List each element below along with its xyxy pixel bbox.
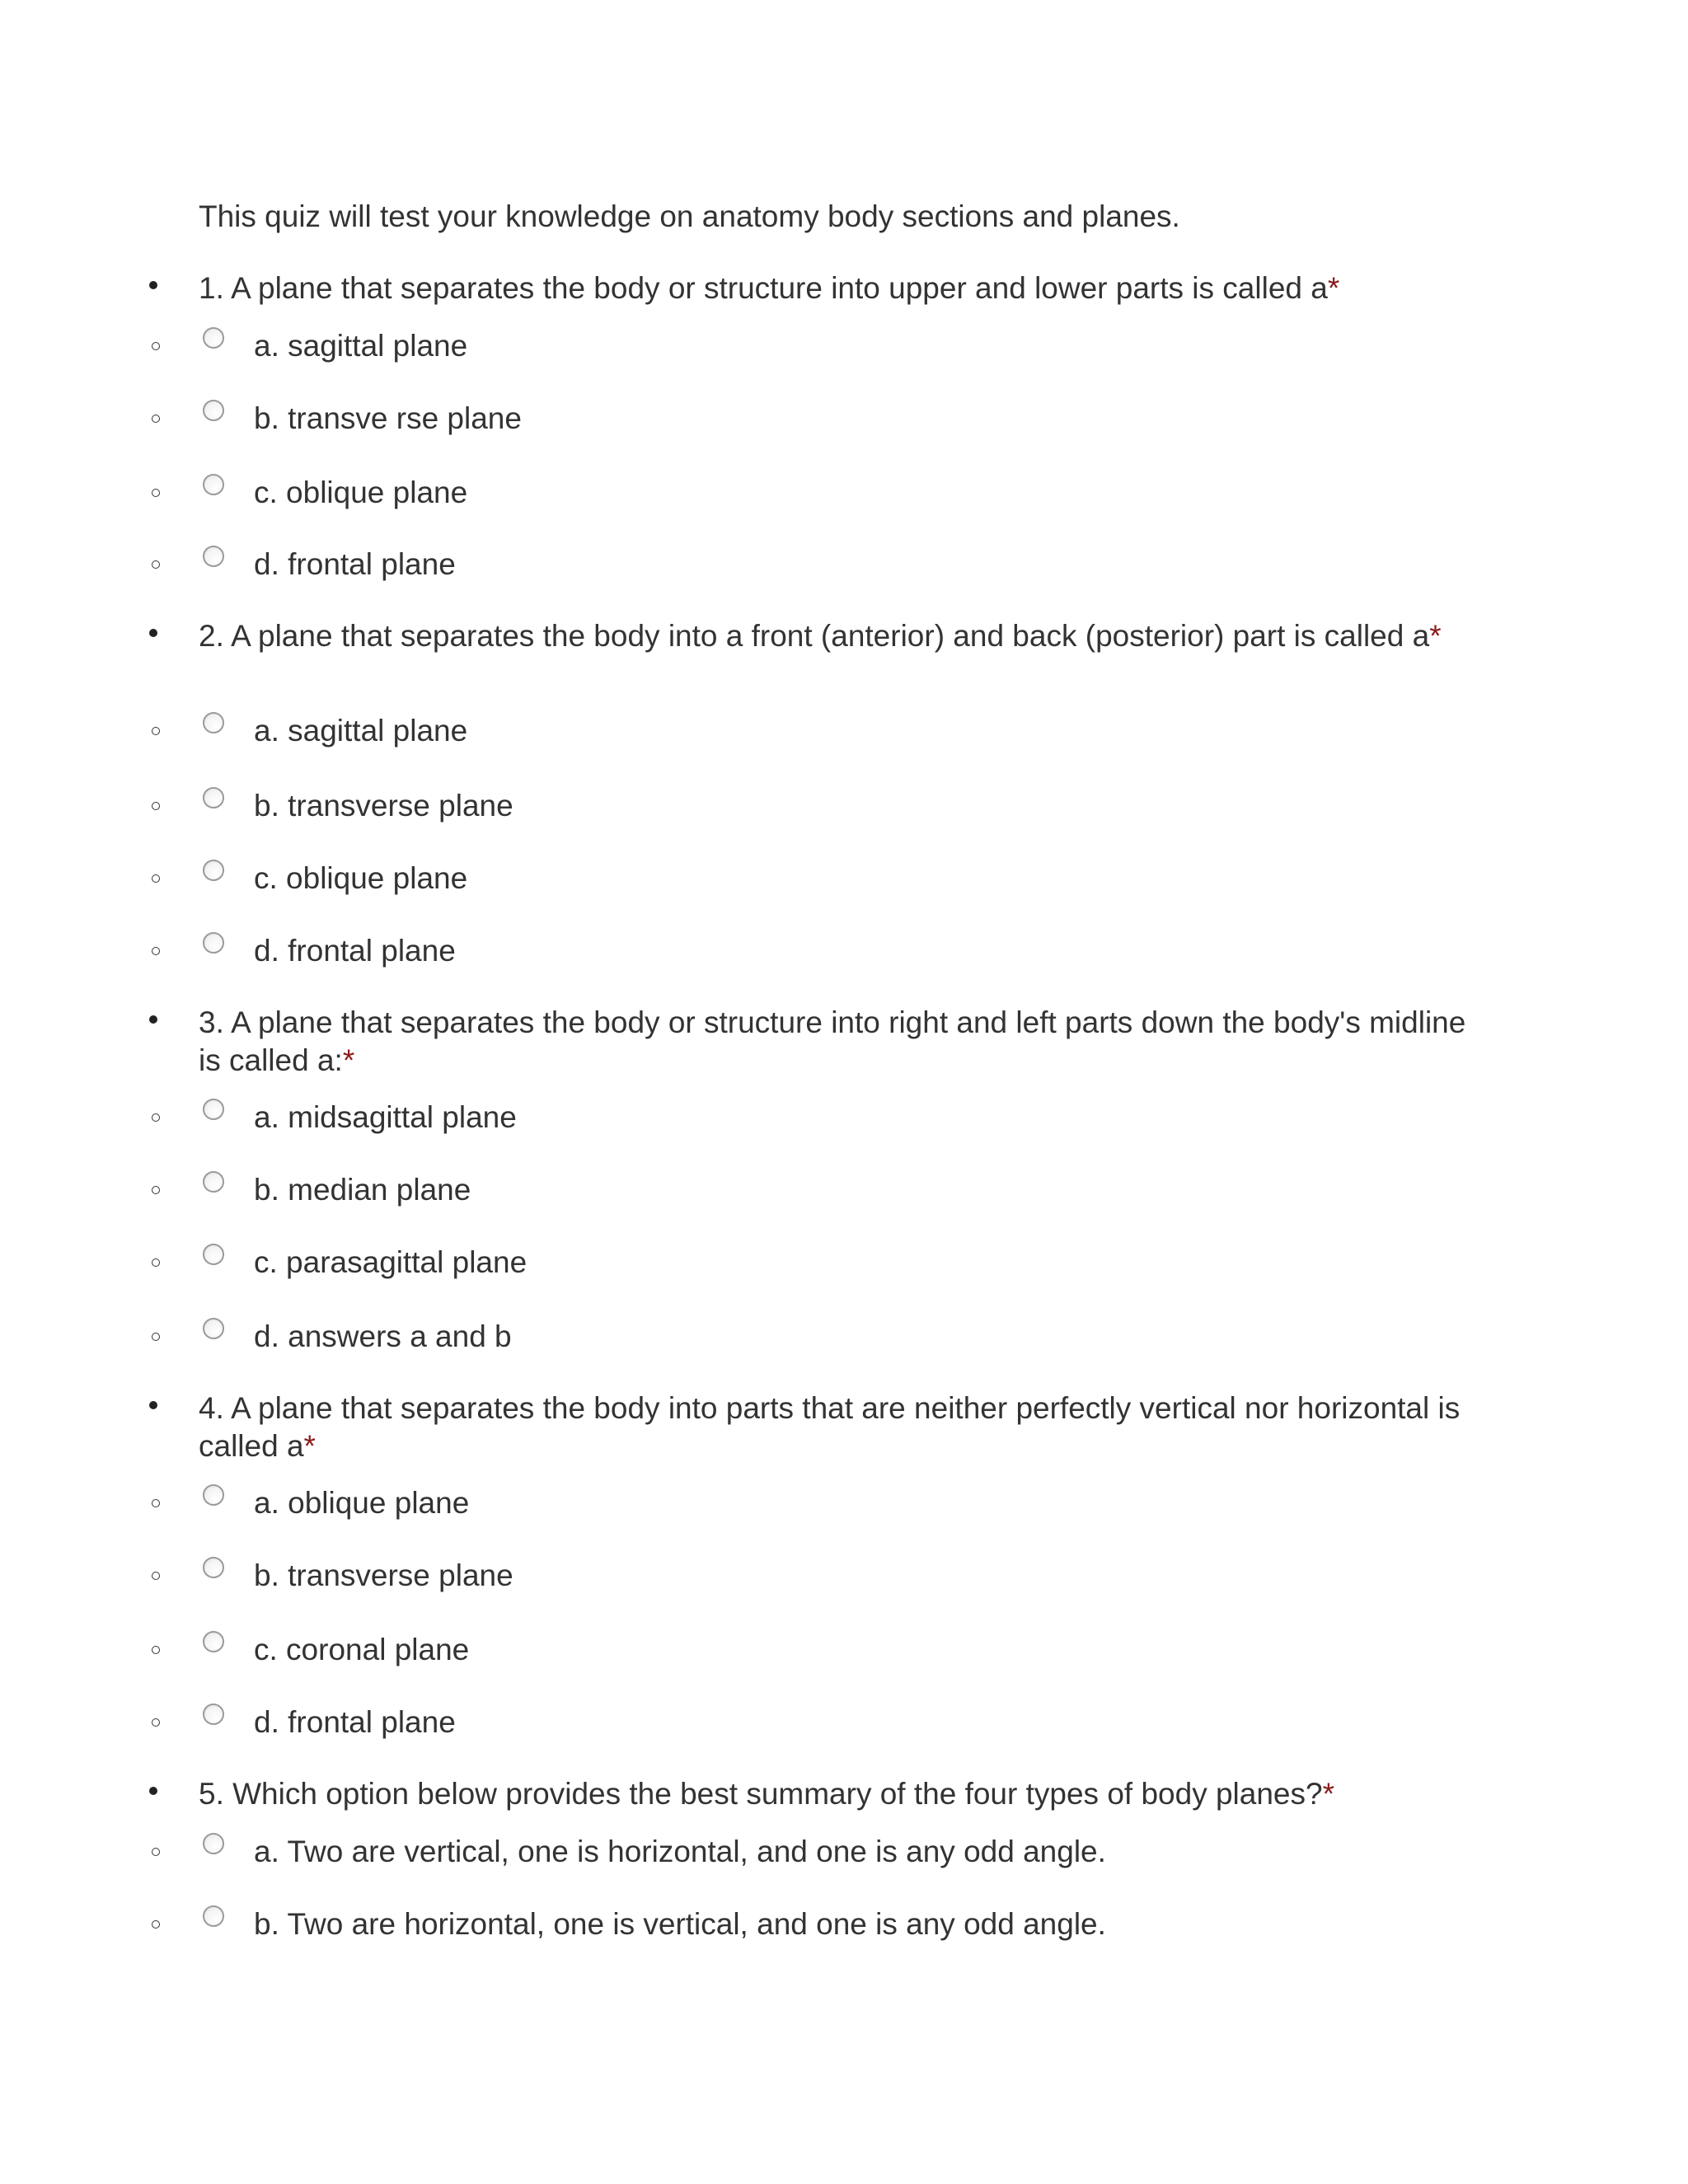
bullet-icon	[149, 281, 157, 289]
question-text: 5. Which option below provides the best summary of the four types of body planes?*	[199, 1777, 1334, 1811]
question-1-option-d[interactable]	[0, 546, 1688, 595]
question-text: 2. A plane that separates the body into a front (anterior) and back (posterior) part is called a*	[199, 619, 1442, 653]
circle-bullet-icon	[152, 1499, 160, 1507]
circle-bullet-icon	[152, 1572, 160, 1580]
option-label: b. transve rse plane	[254, 401, 522, 435]
circle-bullet-icon	[152, 802, 160, 810]
option-label: b. median plane	[254, 1173, 471, 1207]
option-label: d. frontal plane	[254, 934, 456, 968]
question-3-option-b[interactable]	[0, 1171, 1688, 1221]
radio-button[interactable]	[203, 1171, 224, 1193]
question-2-option-c[interactable]	[0, 860, 1688, 909]
question-1-option-b[interactable]	[0, 400, 1688, 449]
option-label: d. frontal plane	[254, 1705, 456, 1739]
question-3-option-a[interactable]	[0, 1099, 1688, 1148]
circle-bullet-icon	[152, 1186, 160, 1194]
option-label: d. frontal plane	[254, 547, 456, 581]
bullet-icon	[149, 1401, 157, 1409]
question-5-option-b[interactable]	[0, 1905, 1688, 1955]
circle-bullet-icon	[152, 1920, 160, 1929]
question-4-option-d[interactable]	[0, 1704, 1688, 1753]
circle-bullet-icon	[152, 874, 160, 883]
question-2-option-d[interactable]	[0, 932, 1688, 982]
option-label: a. Two are vertical, one is horizontal, and one is any odd angle.	[254, 1835, 1106, 1868]
radio-button[interactable]	[203, 546, 224, 567]
circle-bullet-icon	[152, 415, 160, 423]
radio-button[interactable]	[203, 1905, 224, 1927]
option-label: c. coronal plane	[254, 1633, 470, 1666]
option-label: b. transverse plane	[254, 1558, 513, 1592]
radio-button[interactable]	[203, 1704, 224, 1725]
circle-bullet-icon	[152, 1258, 160, 1267]
question-text: 4. A plane that separates the body into parts that are neither perfectly vertical nor horizontal is called a*	[199, 1391, 1461, 1463]
radio-button[interactable]	[203, 1318, 224, 1339]
radio-button[interactable]	[203, 1557, 224, 1578]
circle-bullet-icon	[152, 1333, 160, 1341]
radio-button[interactable]	[203, 1833, 224, 1854]
circle-bullet-icon	[152, 1718, 160, 1727]
circle-bullet-icon	[152, 1646, 160, 1654]
radio-button[interactable]	[203, 1244, 224, 1265]
question-3-option-d[interactable]	[0, 1318, 1688, 1367]
option-label: a. midsagittal plane	[254, 1100, 517, 1134]
circle-bullet-icon	[152, 560, 160, 569]
option-label: d. answers a and b	[254, 1319, 512, 1353]
option-label: b. transverse plane	[254, 789, 513, 823]
radio-button[interactable]	[203, 787, 224, 808]
bullet-icon	[149, 1015, 157, 1024]
bullet-icon	[149, 629, 157, 637]
radio-button[interactable]	[203, 474, 224, 495]
circle-bullet-icon	[152, 727, 160, 735]
radio-button[interactable]	[203, 1631, 224, 1652]
radio-button[interactable]	[203, 932, 224, 954]
question-2-option-a[interactable]	[0, 712, 1688, 762]
option-label: b. Two are horizontal, one is vertical, and one is any odd angle.	[254, 1907, 1106, 1941]
radio-button[interactable]	[203, 1484, 224, 1506]
required-marker: *	[342, 1043, 355, 1077]
question-5-option-a[interactable]	[0, 1833, 1688, 1882]
question-1-option-a[interactable]	[0, 327, 1688, 377]
bullet-icon	[149, 1787, 157, 1795]
option-label: a. sagittal plane	[254, 329, 468, 363]
required-marker: *	[303, 1429, 316, 1463]
circle-bullet-icon	[152, 342, 160, 350]
radio-button[interactable]	[203, 860, 224, 881]
radio-button[interactable]	[203, 327, 224, 349]
circle-bullet-icon	[152, 947, 160, 955]
radio-button[interactable]	[203, 400, 224, 421]
circle-bullet-icon	[152, 1113, 160, 1122]
question-4-option-c[interactable]	[0, 1631, 1688, 1680]
option-label: c. oblique plane	[254, 476, 468, 509]
question-4-option-a[interactable]	[0, 1484, 1688, 1534]
question-text: 3. A plane that separates the body or structure into right and left parts down the body's midline is called a:*	[199, 1005, 1466, 1077]
question-2-option-b[interactable]	[0, 787, 1688, 837]
option-label: c. oblique plane	[254, 861, 468, 895]
required-marker: *	[1322, 1777, 1334, 1811]
option-label: c. parasagittal plane	[254, 1245, 528, 1279]
circle-bullet-icon	[152, 1848, 160, 1856]
quiz-intro: This quiz will test your knowledge on anatomy body sections and planes.	[199, 199, 1180, 233]
circle-bullet-icon	[152, 489, 160, 497]
required-marker: *	[1429, 619, 1442, 653]
question-3-option-c[interactable]	[0, 1244, 1688, 1293]
option-label: a. sagittal plane	[254, 714, 468, 748]
question-4-option-b[interactable]	[0, 1557, 1688, 1606]
question-text: 1. A plane that separates the body or structure into upper and lower parts is called a*	[199, 271, 1340, 305]
radio-button[interactable]	[203, 1099, 224, 1120]
question-1-option-c[interactable]	[0, 474, 1688, 523]
radio-button[interactable]	[203, 712, 224, 733]
option-label: a. oblique plane	[254, 1486, 470, 1520]
required-marker: *	[1327, 271, 1340, 305]
